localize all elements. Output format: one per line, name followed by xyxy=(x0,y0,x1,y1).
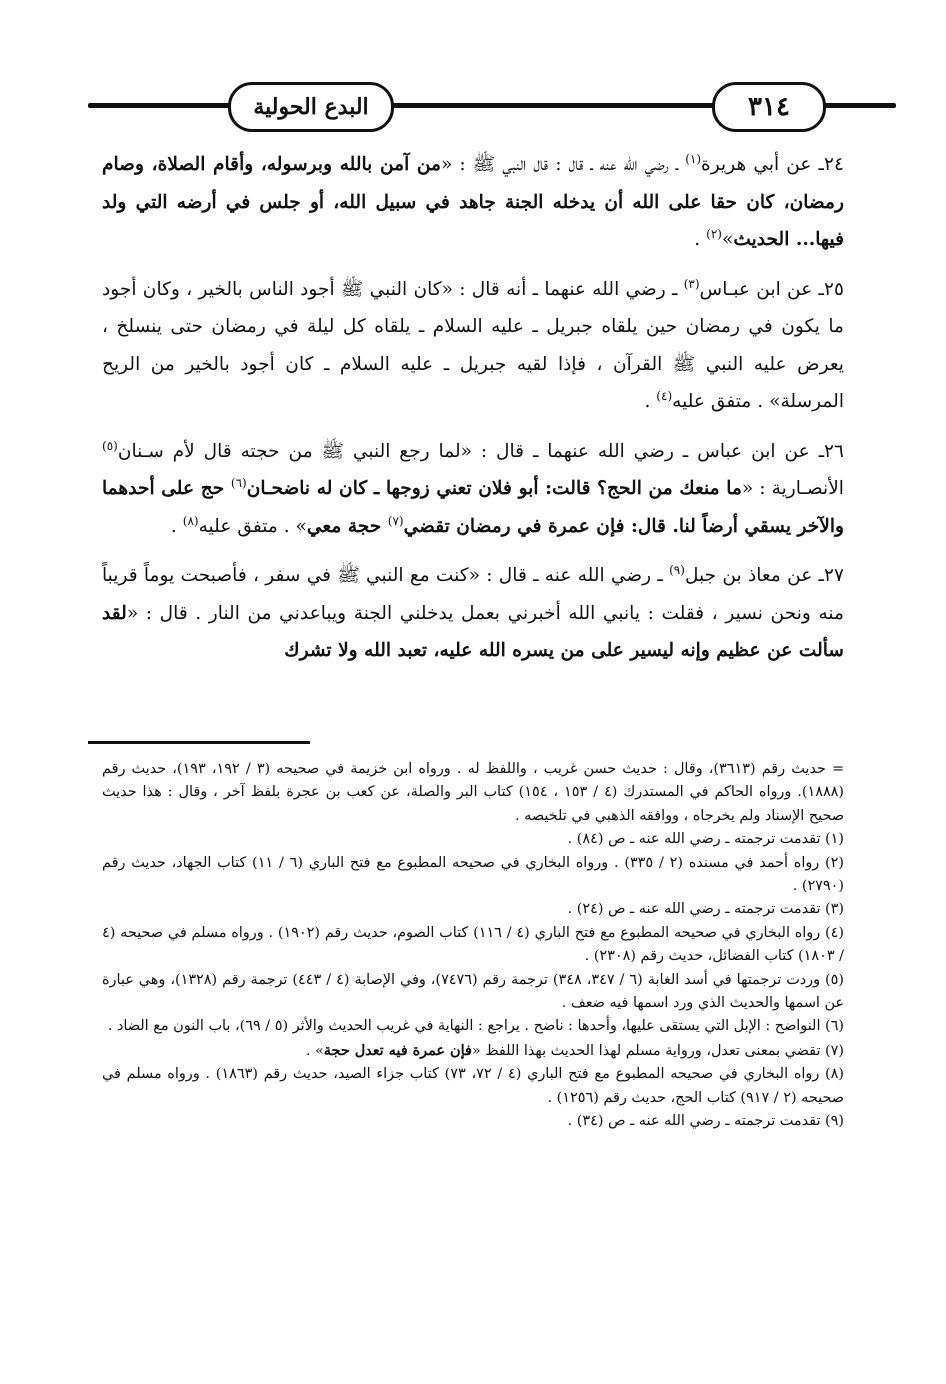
text-run: (٧) تقضي بمعنى تعدل، ورواية مسلم لهذا الحديث بهذا اللفظ « xyxy=(471,1042,844,1059)
footnote-ref: (٣) xyxy=(683,276,700,291)
text-run: » xyxy=(721,229,734,250)
text-run: . xyxy=(170,515,183,537)
footnote-ref: (٨) xyxy=(182,513,199,528)
text-run: ـ عن ابن عباس ـ رضي الله عنهما ـ قال : «لما رجع النبي ﷺ من حجته قال لأم سـنان xyxy=(117,440,825,462)
hadith-entry xyxy=(102,146,844,259)
text-run: » . xyxy=(305,1042,324,1059)
quoted-text: لقد سألت عن عظيم وإنه ليسير على من يسره الله عليه، تعبد الله ولا تشرك xyxy=(102,602,844,661)
quoted-text: فإن عمرة فيه تعدل حجة xyxy=(323,1041,472,1059)
text-run: ـ عن أبي هريرة xyxy=(701,154,825,175)
quoted-text: حج على أحدهما والآخر يسقي أرضاً لنا. قال: فإن عمرة في رمضان تقضي xyxy=(102,478,844,537)
text-run: ـ عن معاذ بن جبل xyxy=(684,565,825,586)
hadith-entry xyxy=(102,271,844,421)
hadith-number: ٢٤ xyxy=(824,154,844,175)
text-run: (٨) رواه البخاري في صحيحه المطبوع مع فتح الباري (٤ / ٧٢، ٧٣) كتاب جزاء الصيد، حديث رقم (١٨٦٣) . ورواه مسلم في صحيحه (٢ / ٩١٧) كتاب الحج، حديث رقم (١٢٥٦) . xyxy=(102,1066,844,1106)
footnote-ref: (٦) xyxy=(230,475,247,490)
text-run: = حديث رقم (٣٦١٣)، وقال : حديث حسن غريب ، واللفظ له . ورواه ابن خزيمة في صحيحه (٣ / ١٩٢، ١٩٣)، حديث رقم (١٨٨٨). ورواه الحاكم في المستدرك (٤ / ١٥٣ ، ١٥٤) كتاب البر والصلة، عن كعب بن عجرة بلفظ آخر ، وقال : هذا حديث صحيح الإسناد ولم يخرجاه ، ووافقه الذهبي في تلخيصه . xyxy=(102,761,845,824)
quoted-text: حجة معي xyxy=(306,515,388,537)
footnote xyxy=(102,1063,844,1110)
page-header xyxy=(88,78,896,136)
footnote-ref: (٥) xyxy=(102,438,118,453)
footnote-ref: (٧) xyxy=(387,513,404,528)
text-run: . xyxy=(644,391,657,412)
footnote xyxy=(102,758,844,828)
hadith-number: ٢٥ xyxy=(824,278,844,300)
footnote xyxy=(102,969,844,1016)
text-run: (٣) تقدمت ترجمته ـ رضي الله عنه ـ ص (٢٤) . xyxy=(567,901,844,918)
text-run: (٩) تقدمت ترجمته ـ رضي الله عنه ـ ص (٣٤) . xyxy=(567,1113,844,1130)
footnotes xyxy=(102,758,844,1134)
text-run: ـ رضي الله عنه ـ قال : قال النبي ﷺ : « xyxy=(440,154,686,175)
hadith-entry xyxy=(102,557,844,670)
footnote xyxy=(102,898,844,921)
footnote-ref: (١) xyxy=(685,151,702,166)
footnote-separator xyxy=(88,741,310,744)
text-run: (٦) النواضح : الإبل التي يستقى عليها، وأحدها : ناضح . يراجع : النهاية في غريب الحديث والأثر (٥ / ٦٩)، باب النون مع الضاد . xyxy=(107,1018,844,1035)
quoted-text: من آمن بالله وبرسوله، وأقام الصلاة، وصام رمضان، كان حقا على الله أن يدخله الجنة جاهد في سبيل الله، أو جلس في أرضه التي ولد فيها... الحديث xyxy=(102,154,844,250)
text-run: ـ عن ابن عبـاس xyxy=(699,278,824,300)
text-run: ـ رضي الله عنه ـ قال : «كنت مع النبي ﷺ في سفر ، فأصبحت يوماً قريباً منه ونحن نسير ، فقلت : يانبي الله أخبرني بعمل يدخلني الجنة ويباعدني من النار . قال : « xyxy=(102,565,844,624)
footnote xyxy=(102,852,844,899)
text-run: (٥) وردت ترجمتها في أسد الغابة (٦ / ٣٤٧، ٣٤٨) ترجمة رقم (٧٤٧٦)، وفي الإصابة (٤ / ٤٤٣) ترجمة رقم (١٣٢٨)، وهي عبارة عن اسمها والحديث الذي ورد اسمها فيه ضعف . xyxy=(102,971,845,1012)
footnote xyxy=(102,1110,844,1133)
text-run: . xyxy=(694,229,707,250)
text-run: (١) تقدمت ترجمته ـ رضي الله عنه ـ ص (٨٤) . xyxy=(567,831,844,848)
hadith-number: ٢٧ xyxy=(824,565,844,586)
text-run: (٤) رواه البخاري في صحيحه المطبوع مع فتح الباري (٤ / ١١٦) كتاب الصوم، حديث رقم (١٩٠٢) . ورواه مسلم في صحيحه (٤ / ١٨٠٣) كتاب الفضائل، حديث رقم (٢٣٠٨) . xyxy=(102,924,844,965)
hadith-list xyxy=(102,146,844,682)
footnote-ref: (٩) xyxy=(669,562,685,577)
footnote xyxy=(102,1039,844,1063)
footnote xyxy=(102,922,844,969)
footnote-ref: (٢) xyxy=(706,226,722,241)
text-run: الأنصـارية : « xyxy=(741,478,844,499)
quoted-text: ما منعك من الحج؟ قالت: أبو فلان تعني زوجها ـ كان له ناضحـان xyxy=(246,478,742,499)
hadith-entry xyxy=(102,433,844,546)
book-title: البدع الحولية xyxy=(228,82,394,132)
page-number: ٣١٤ xyxy=(712,82,826,132)
footnote-ref: (٤) xyxy=(656,388,673,403)
hadith-number: ٢٦ xyxy=(824,440,844,462)
text-run: ـ رضي الله عنهما ـ أنه قال : «كان النبي ﷺ أجود الناس بالخير ، وكان أجود ما يكون في رمضان حين يلقاه جبريل ـ عليه السلام ـ يلقاه كل ليلة في رمضان حتى ينسلخ ، يعرض عليه النبي ﷺ القرآن ، فإذا لقيه جبريل ـ عليه السلام ـ كان أجود بالخير من الريح المرسلة» . متفق عليه xyxy=(102,278,844,412)
footnote xyxy=(102,1015,844,1038)
text-run: » . متفق عليه xyxy=(198,515,307,537)
footnote xyxy=(102,828,844,851)
text-run: (٢) رواه أحمد في مسنده (٢ / ٣٣٥) . ورواه البخاري في صحيحه المطبوع مع فتح الباري (٦ / ١١) كتاب الجهاد، حديث رقم (٢٧٩٠) . xyxy=(102,854,844,895)
